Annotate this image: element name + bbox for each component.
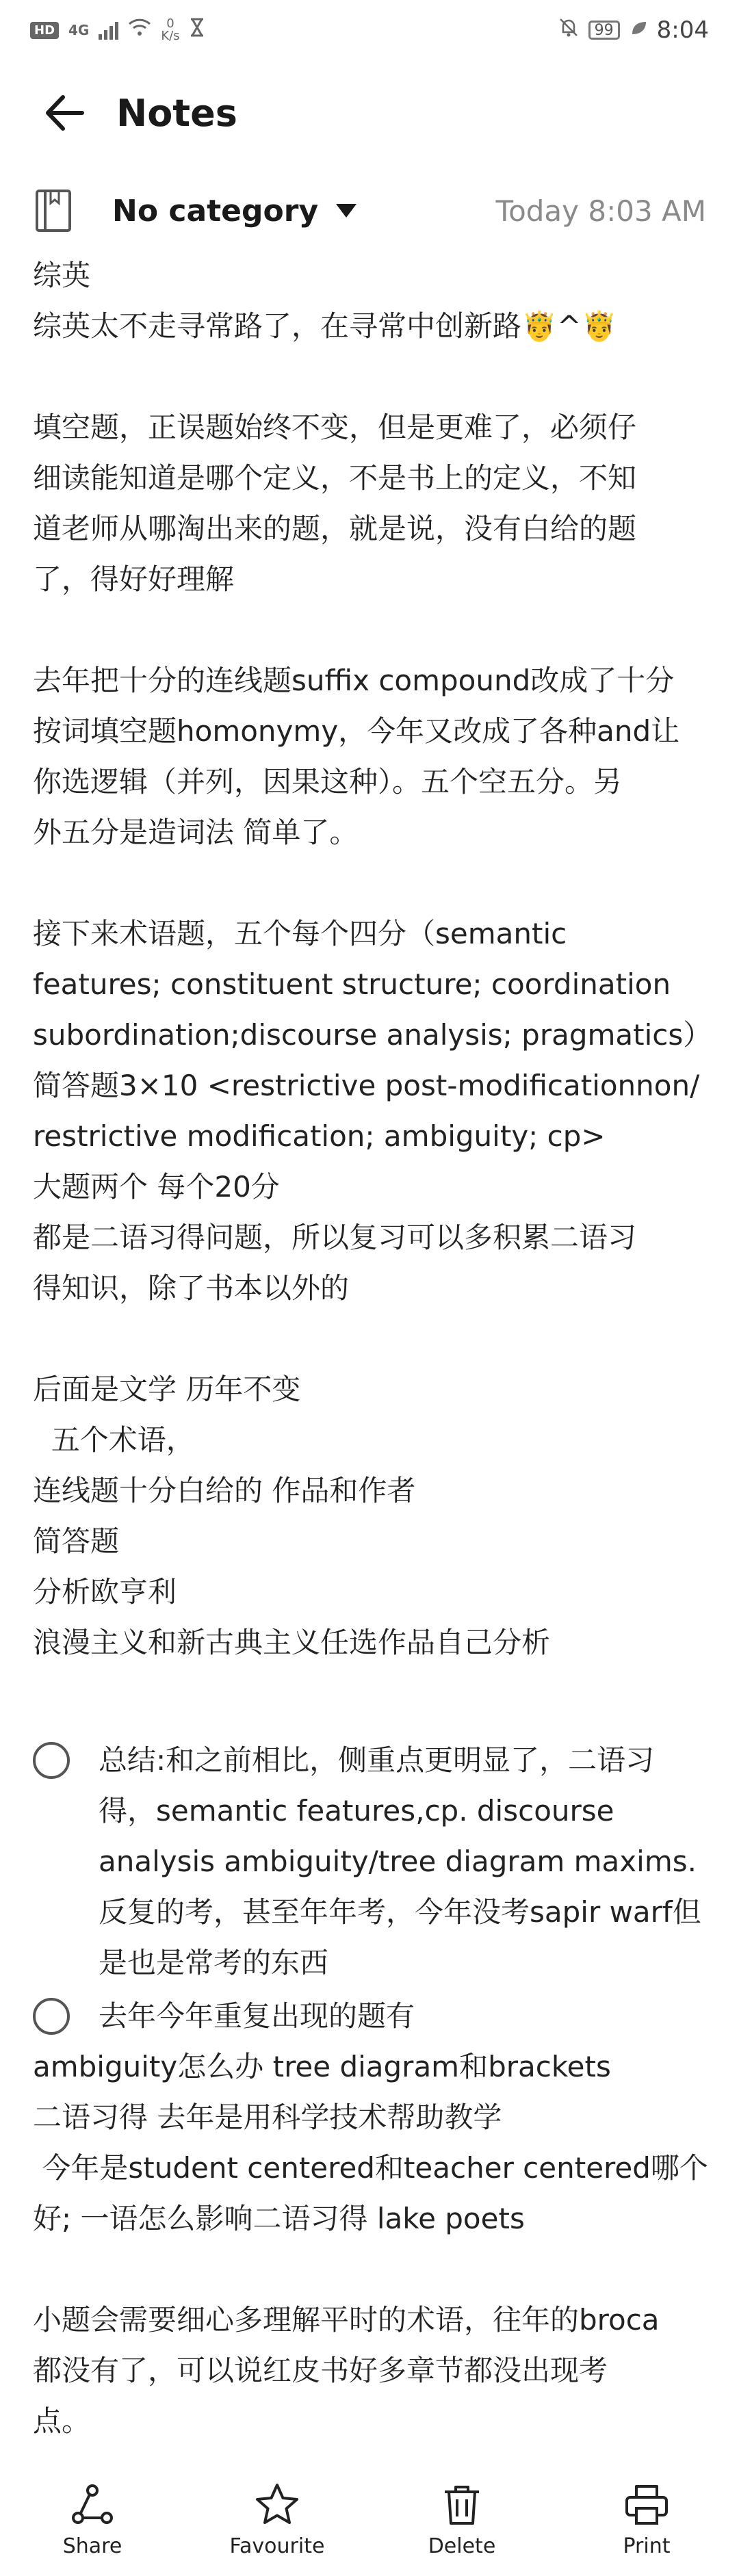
bottom-toolbar xyxy=(0,2463,739,2576)
mute-bell-icon xyxy=(558,17,579,43)
note-line[interactable]: 简答题 xyxy=(33,1524,120,1558)
note-line-blank[interactable] xyxy=(33,352,710,402)
note-line[interactable]: 去年把十分的连线题suffix compound改成了十分 xyxy=(33,664,675,697)
print-button[interactable] xyxy=(578,2481,715,2558)
note-line[interactable]: 点。 xyxy=(33,2404,91,2438)
note-line[interactable]: 都是二语习得问题，所以复习可以多积累二语习 xyxy=(33,1221,637,1254)
signal-icon xyxy=(99,21,118,40)
note-meta-row xyxy=(0,177,739,245)
note-line[interactable]: ambiguity怎么办 tree diagram和brackets xyxy=(33,2050,611,2083)
note-line[interactable]: 都没有了，可以说红皮书好多章节都没出现考 xyxy=(33,2354,608,2387)
note-lines-after xyxy=(33,2042,710,2447)
note-line-blank[interactable] xyxy=(33,2244,710,2295)
note-line[interactable]: 连线题十分白给的 作品和作者 xyxy=(33,1474,416,1507)
share-button[interactable] xyxy=(24,2481,161,2558)
chevron-down-icon xyxy=(336,204,356,218)
note-line[interactable]: 你选逻辑（并列，因果这种）。五个空五分。另 xyxy=(33,765,623,798)
favourite-button[interactable] xyxy=(209,2481,346,2558)
note-line[interactable]: 接下来术语题，五个每个四分（semantic xyxy=(33,917,567,950)
note-line-blank[interactable] xyxy=(33,1314,710,1364)
net-speed-value: 0 xyxy=(166,16,174,31)
favourite-label: Favourite xyxy=(229,2534,325,2558)
print-label: Print xyxy=(623,2534,671,2558)
note-line[interactable]: 大题两个 每个20分 xyxy=(33,1170,280,1204)
printer-icon xyxy=(623,2481,671,2529)
todo-item xyxy=(33,1991,710,2042)
note-line[interactable]: 综英 xyxy=(33,259,91,292)
battery-icon: 99 xyxy=(588,21,620,40)
note-line[interactable]: 综英太不走寻常路了，在寻常中创新路🤴^🤴 xyxy=(33,309,617,343)
note-line[interactable]: 分析欧亨利 xyxy=(33,1575,177,1609)
note-line[interactable]: 好; 一语怎么影响二语习得 lake poets xyxy=(33,2202,525,2235)
note-line-blank[interactable] xyxy=(33,605,710,655)
net-speed-unit: K/s xyxy=(161,29,180,43)
net-speed xyxy=(161,18,179,42)
category-label: No category xyxy=(112,193,319,229)
clock: 8:04 xyxy=(656,16,709,44)
note-line[interactable]: 浪漫主义和新古典主义任选作品自己分析 xyxy=(33,1626,551,1659)
back-arrow-icon xyxy=(41,89,89,137)
notebook-icon[interactable] xyxy=(33,187,74,235)
hourglass-icon xyxy=(190,18,205,42)
todo-item xyxy=(33,1735,710,1988)
note-line[interactable]: 二语习得 去年是用科学技术帮助教学 xyxy=(33,2100,502,2134)
leaf-icon xyxy=(630,18,647,42)
hd-badge: HD xyxy=(30,22,59,39)
todo-text[interactable]: 总结:和之前相比，侧重点更明显了，二语习得，semantic features,cp. discourse analysis ambiguity/tree diagram maxims.反复的考，甚至年年考，今年没考sapir warf但是也是常考的东西 xyxy=(99,1743,701,1979)
todo-checkbox[interactable] xyxy=(33,1998,70,2035)
page-title: Notes xyxy=(116,91,237,135)
note-line[interactable]: 五个术语， xyxy=(33,1423,195,1457)
note-line[interactable]: restrictive modification; ambiguity; cp> xyxy=(33,1119,606,1153)
note-line[interactable]: 后面是文学 历年不变 xyxy=(33,1372,301,1406)
note-line[interactable]: 今年是student centered和teacher centered哪个 xyxy=(33,2151,708,2185)
status-left xyxy=(30,18,205,42)
note-line-blank[interactable] xyxy=(33,858,710,909)
note-line[interactable]: 细读能知道是哪个定义，不是书上的定义，不知 xyxy=(33,461,637,495)
todo-text[interactable]: 去年今年重复出现的题有 xyxy=(99,1999,415,2033)
delete-button[interactable] xyxy=(393,2481,530,2558)
note-line[interactable]: 按词填空题homonymy，今年又改成了各种and让 xyxy=(33,714,680,748)
share-icon xyxy=(68,2481,116,2529)
note-line[interactable]: 小题会需要细心多理解平时的术语，往年的broca xyxy=(33,2303,660,2337)
note-line[interactable]: 道老师从哪淘出来的题，就是说，没有白给的题 xyxy=(33,512,637,545)
wifi-icon xyxy=(128,18,151,42)
category-dropdown[interactable] xyxy=(112,194,356,229)
back-button[interactable] xyxy=(27,75,103,151)
note-line[interactable]: 得知识，除了书本以外的 xyxy=(33,1271,350,1305)
todo-checkbox[interactable] xyxy=(33,1742,70,1779)
note-line[interactable]: 填空题，正误题始终不变，但是更难了，必须仔 xyxy=(33,411,637,444)
note-line[interactable]: 简答题3×10 <restrictive post-modificationnon/ xyxy=(33,1069,700,1102)
note-line[interactable]: 了，得好好理解 xyxy=(33,562,235,596)
note-line[interactable]: subordination;discourse analysis; pragmatics） xyxy=(33,1018,712,1052)
note-lines xyxy=(33,250,710,1719)
note-line[interactable]: 外五分是造词法 简单了。 xyxy=(33,816,359,849)
network-type: 4G xyxy=(68,22,90,38)
status-bar xyxy=(0,0,739,60)
app-header xyxy=(0,68,739,157)
delete-label: Delete xyxy=(428,2534,496,2558)
note-editor[interactable] xyxy=(33,250,710,2447)
status-right xyxy=(558,16,709,44)
star-icon xyxy=(253,2481,301,2529)
note-line[interactable]: features; constituent structure; coordination xyxy=(33,967,671,1001)
note-line-blank[interactable] xyxy=(33,1668,710,1719)
share-label: Share xyxy=(62,2534,122,2558)
trash-icon xyxy=(438,2481,486,2529)
note-timestamp: Today 8:03 AM xyxy=(495,194,706,228)
